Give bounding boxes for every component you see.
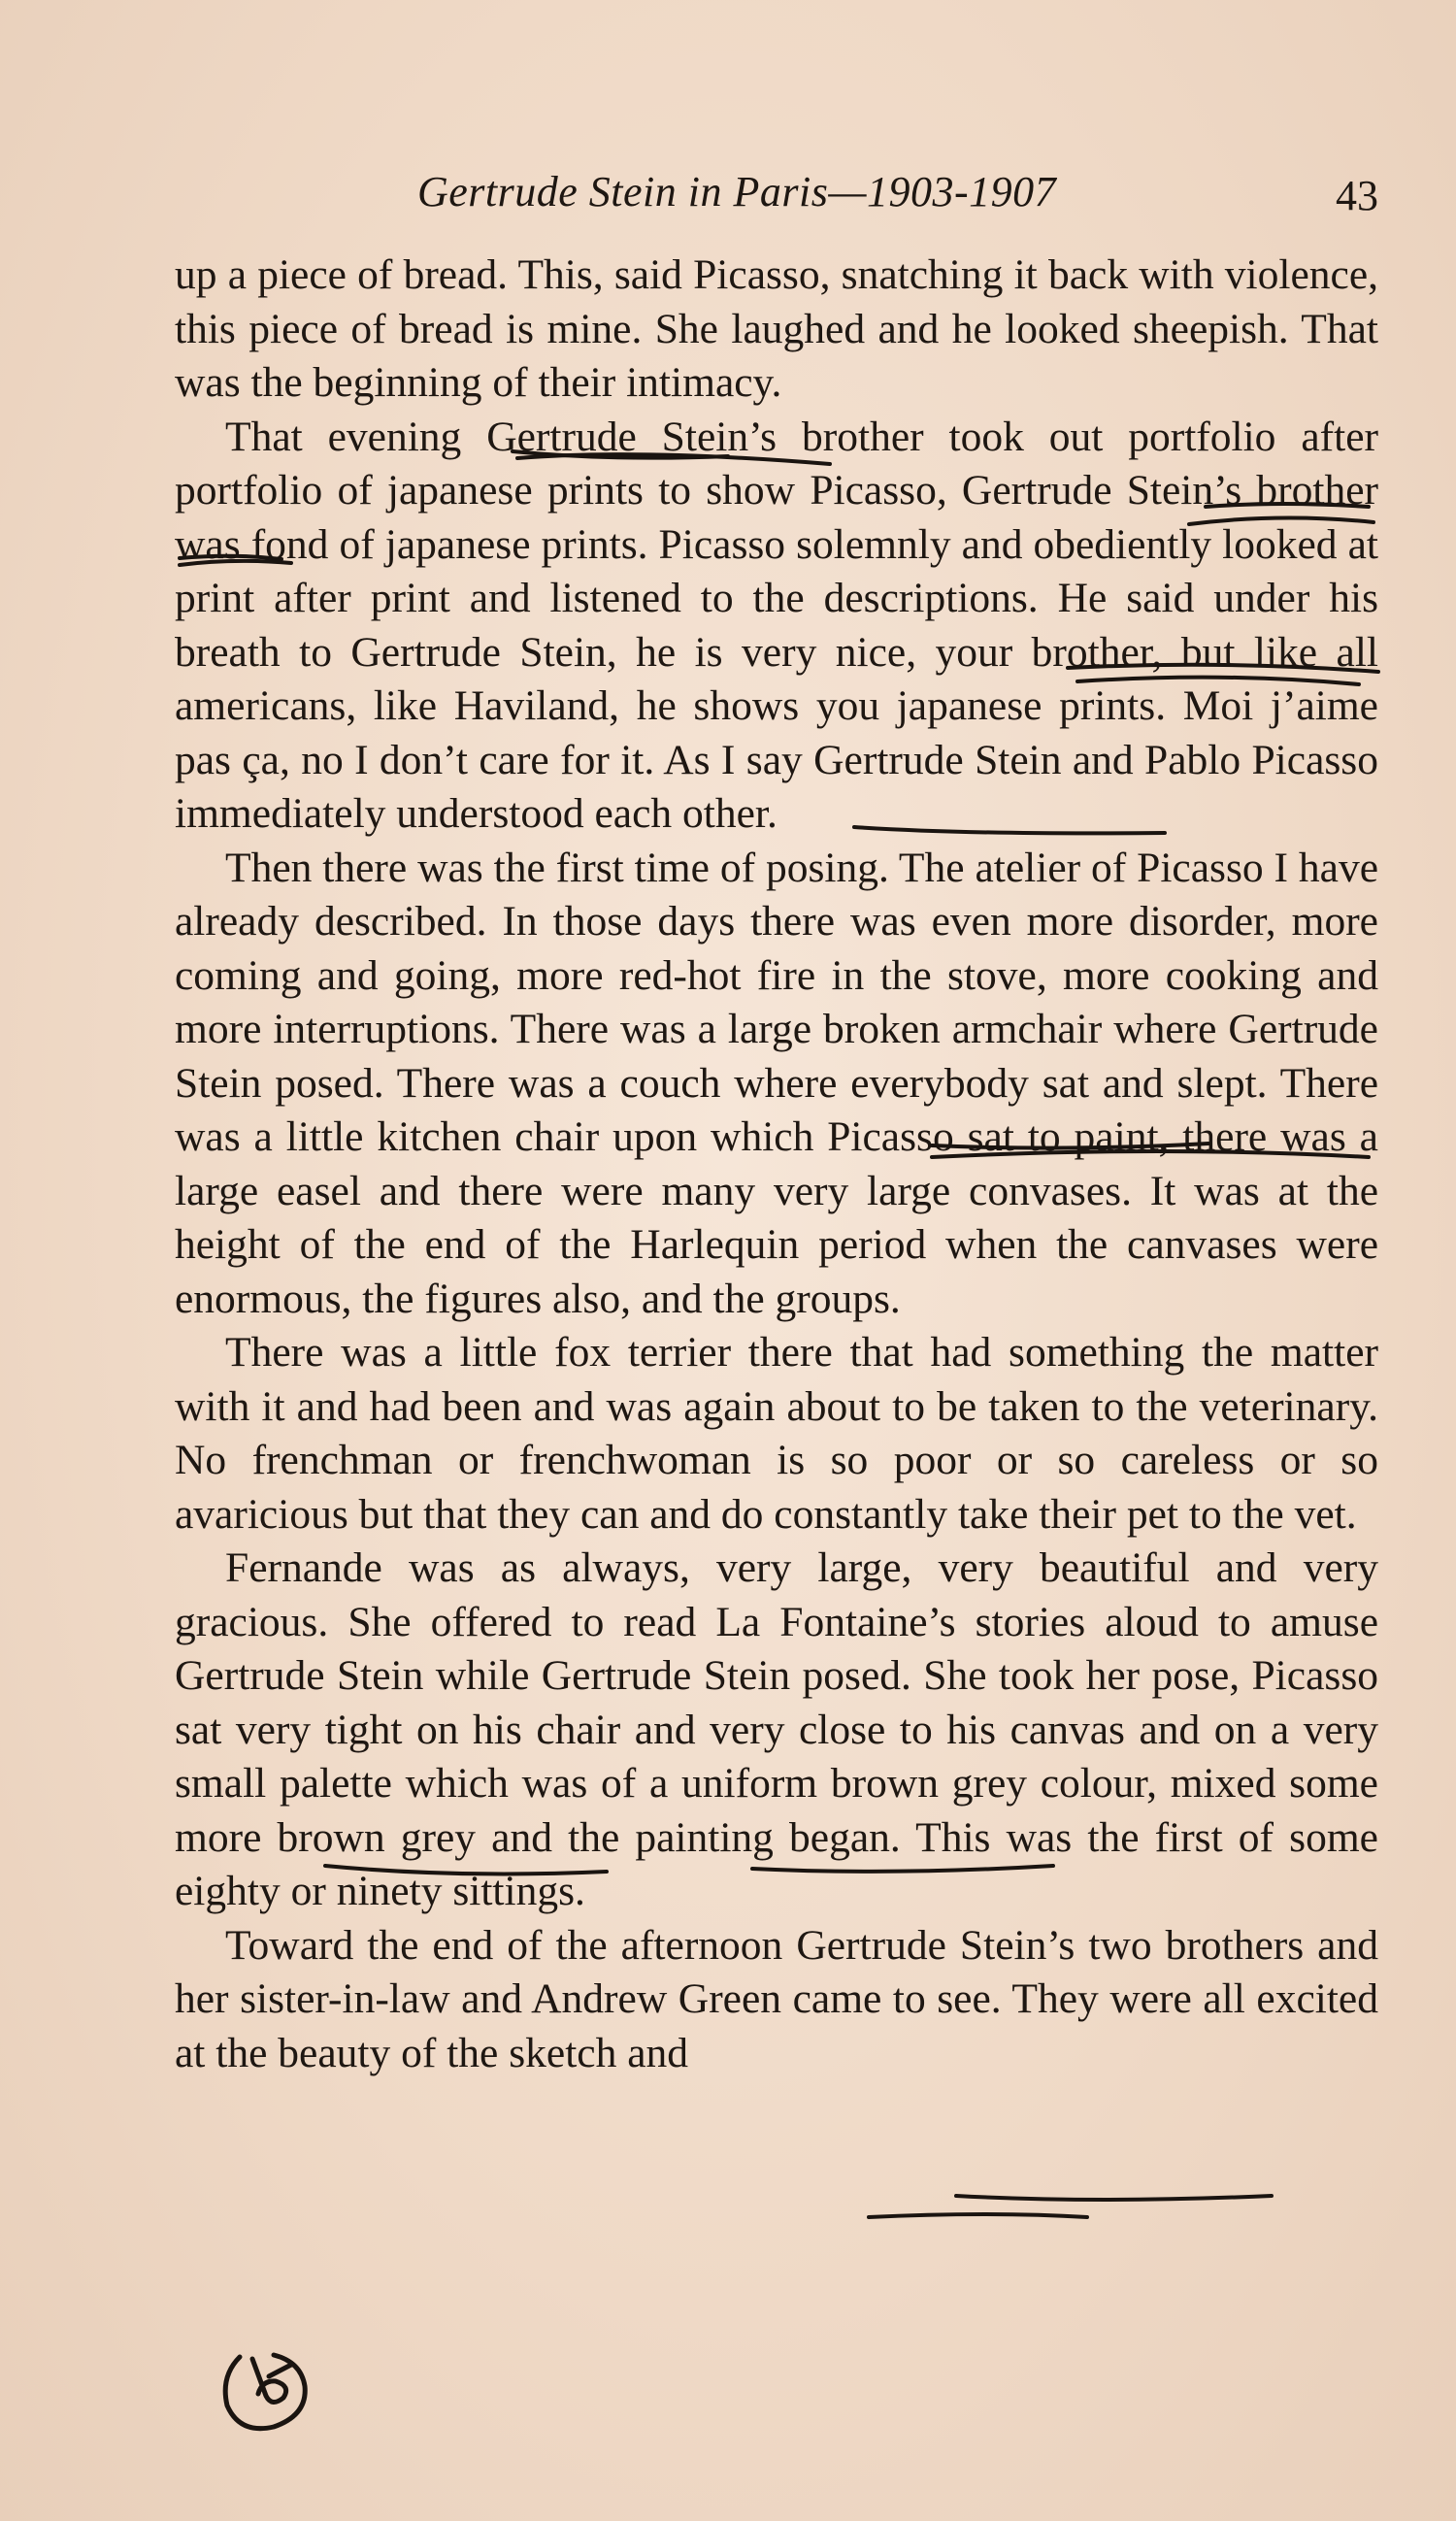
page-number: 43 <box>1336 172 1378 219</box>
pen-scribble-mark <box>215 2338 322 2444</box>
body-text <box>175 249 1378 2080</box>
paragraph-6: Toward the end of the afternoon Gertrude Stein’s two brothers and her sister-in-law and Andrew Green came to see. They were all excited at the beauty of the sketch and <box>175 1921 1378 2076</box>
underline-mark <box>869 2214 1087 2217</box>
running-head <box>175 167 1378 225</box>
underline-mark <box>956 2196 1272 2200</box>
paragraph-4: There was a little fox terrier there that had something the matter with it and had been and was again about to be taken to the veterinary. No frenchman or frenchwoman is so poor or so careless or so avaricious but that they can and do constantly take their pet to the vet. <box>175 1329 1378 1538</box>
running-title: Gertrude Stein in Paris—1903-1907 <box>417 168 1057 216</box>
paragraph-5: Fernande was as always, very large, very beautiful and very gracious. She offered to read La Fontaine’s stories aloud to amuse Gertrude Stein while Gertrude Stein posed. She took her pose, Picasso sat very tight on his chair and very close to his canvas and on a very small palette which was of a uniform brown grey colour, mixed some more brown grey and the painting began. This was the first of some eighty or ninety sittings. <box>175 1544 1378 1914</box>
paragraph-2: That evening Gertrude Stein’s brother took out portfolio after portfolio of japanese prints to show Picasso, Gertrude Stein’s brother was fond of japanese prints. Picasso solemnly and obediently looked at print after print and listened to the descriptions. He said under his breath to Gertrude Stein, he is very nice, your brother, but like all americans, like Haviland, he shows you japanese prints. Moi j’aime pas ça, no I don’t care for it. As I say Gertrude Stein and Pablo Picasso immediately understood each other. <box>175 413 1378 837</box>
paragraph-1: up a piece of bread. This, said Picasso, snatching it back with violence, this piece of bread is mine. She laughed and he looked sheepish. That was the beginning of their intimacy. <box>175 251 1378 406</box>
paragraph-3: Then there was the first time of posing. The atelier of Picasso I have already described. In those days there was even more disorder, more coming and going, more red-hot fire in the stove, more cooking and more interruptions. There was a large broken armchair where Gertrude Stein posed. There was a couch where everybody sat and slept. There was a little kitchen chair upon which Picasso sat to paint, there was a large easel and there were many very large convases. It was at the height of the end of the Harlequin period when the canvases were enormous, the figures also, and the groups. <box>175 844 1378 1322</box>
